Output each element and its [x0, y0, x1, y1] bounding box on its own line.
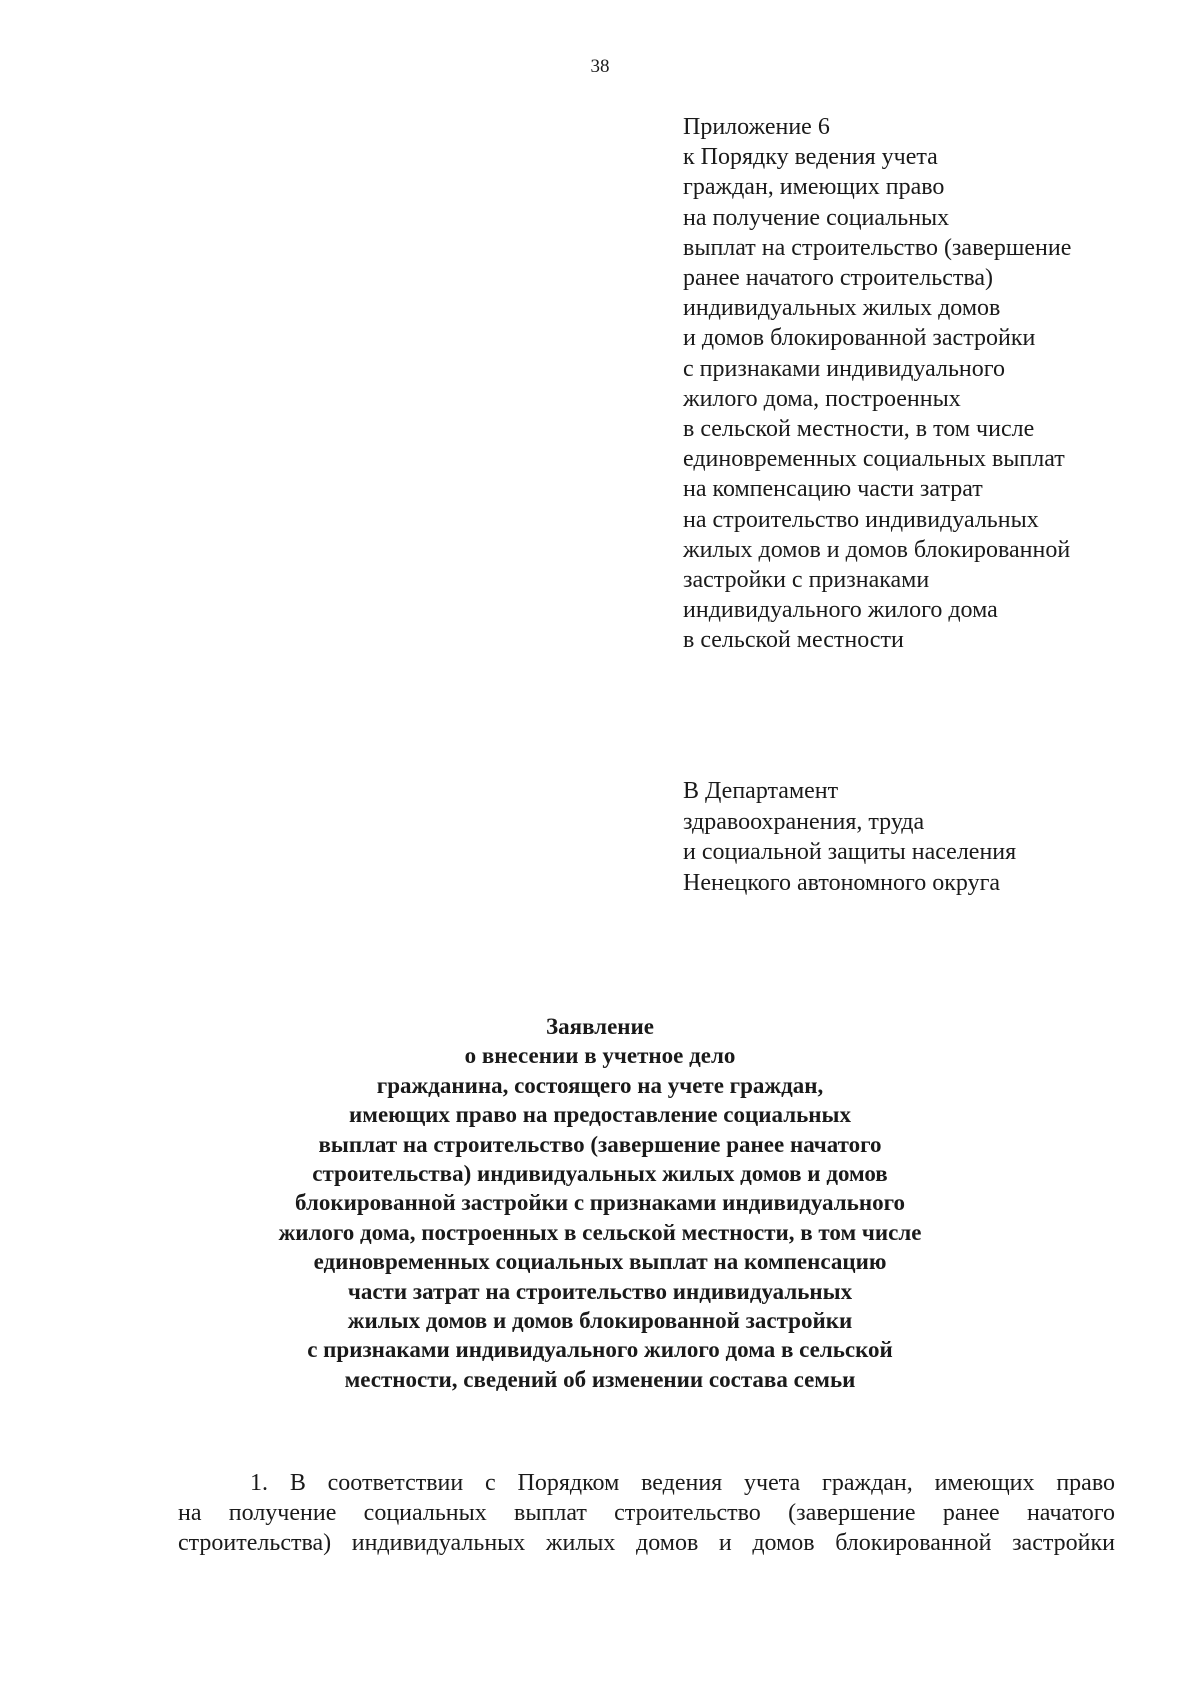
- body-line: на получение социальных выплат строительство (завершение ранее начатого: [178, 1500, 1115, 1526]
- title-line: выплат на строительство (завершение ранее начатого: [318, 1131, 882, 1157]
- title-line: блокированной застройки с признаками индивидуального: [295, 1190, 905, 1216]
- addressee-block: [683, 776, 1153, 898]
- body-line: 1. В соответствии с Порядком ведения учета граждан, имеющих право: [250, 1470, 1115, 1496]
- appendix-line: на получение социальных: [683, 204, 950, 231]
- title-line: жилого дома, построенных в сельской местности, в том числе: [278, 1219, 922, 1245]
- title-line: единовременных социальных выплат на компенсацию: [313, 1249, 887, 1275]
- title-line: жилых домов и домов блокированной застройки: [347, 1308, 853, 1334]
- addressee-line: здравоохранения, труда: [683, 808, 925, 835]
- title-line: имеющих право на предоставление социальных: [349, 1102, 851, 1128]
- statement-title: [150, 1012, 1050, 1394]
- appendix-line: к Порядку ведения учета: [683, 144, 938, 171]
- title-line: Заявление: [545, 1014, 655, 1039]
- addressee-line: Ненецкого автономного округа: [683, 869, 1001, 896]
- appendix-line: Приложение 6: [683, 114, 830, 140]
- page-number: 38: [590, 56, 610, 77]
- appendix-line: индивидуального жилого дома: [683, 597, 998, 624]
- title-line: строительства) индивидуальных жилых домов и домов: [312, 1161, 888, 1187]
- body-paragraph: [178, 1468, 1115, 1558]
- title-line: о внесении в учетное дело: [464, 1043, 736, 1069]
- appendix-line: на компенсацию части затрат: [683, 476, 983, 503]
- title-line: гражданина, состоящего на учете граждан,: [376, 1072, 824, 1098]
- appendix-line: на строительство индивидуальных: [683, 506, 1039, 533]
- appendix-line: в сельской местности: [683, 627, 904, 654]
- appendix-line: застройки с признаками: [683, 567, 930, 594]
- addressee-line: В Департамент: [683, 778, 839, 804]
- appendix-line: жилых домов и домов блокированной: [683, 536, 1071, 563]
- appendix-reference-block: [683, 112, 1153, 656]
- appendix-line: жилого дома, построенных: [683, 385, 961, 412]
- appendix-line: индивидуальных жилых домов: [683, 295, 1001, 322]
- appendix-line: с признаками индивидуального: [683, 355, 1005, 382]
- appendix-line: ранее начатого строительства): [683, 265, 993, 292]
- appendix-line: единовременных социальных выплат: [683, 446, 1065, 473]
- title-line: местности, сведений об изменении состава семьи: [344, 1366, 856, 1392]
- title-line: части затрат на строительство индивидуальных: [347, 1278, 853, 1304]
- appendix-line: в сельской местности, в том числе: [683, 416, 1035, 443]
- addressee-line: и социальной защиты населения: [683, 839, 1017, 865]
- body-line: строительства) индивидуальных жилых домов и домов блокированной застройки: [178, 1530, 1115, 1556]
- title-line: с признаками индивидуального жилого дома в сельской: [307, 1337, 893, 1363]
- appendix-line: выплат на строительство (завершение: [683, 234, 1072, 261]
- appendix-line: граждан, имеющих право: [683, 174, 945, 201]
- appendix-line: и домов блокированной застройки: [683, 325, 1036, 352]
